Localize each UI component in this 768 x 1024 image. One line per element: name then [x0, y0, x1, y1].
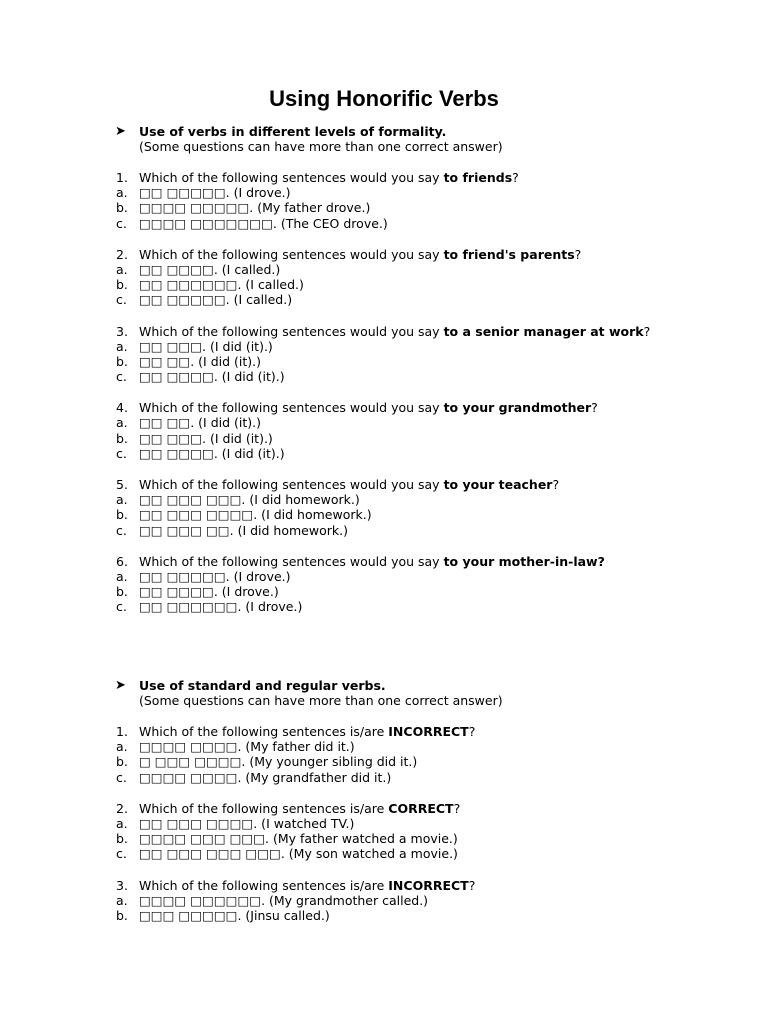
question — [0, 477, 768, 538]
answer-option: a. □□ □□□□. (I called.) — [116, 261, 281, 277]
question-text: Which of the following sentences would you say to friends? — [139, 170, 519, 185]
section-standard-regular — [0, 678, 768, 923]
answer-option: a. □□ □□. (I did (it).) — [116, 415, 261, 431]
answer-option: b. □□ □□□. (I did (it).) — [116, 430, 273, 446]
question-number: 3. — [116, 323, 128, 339]
answer-option: c. □□ □□□□□. (I called.) — [116, 292, 293, 308]
arrow-bullet-icon: ➤ — [115, 678, 126, 693]
answer-option: c. □□ □□□□□□. (I drove.) — [116, 599, 303, 615]
answer-option: b. □ □□□ □□□□. (My younger sibling did it.) — [116, 754, 418, 770]
answer-option: a. □□ □□□. (I did (it).) — [116, 338, 273, 354]
question — [0, 247, 768, 308]
question-text: Which of the following sentences is/are INCORRECT? — [139, 877, 476, 893]
section-note: (Some questions can have more than one correct answer) — [139, 693, 503, 708]
question — [0, 170, 768, 231]
question-number: 2. — [116, 246, 128, 262]
arrow-bullet-icon: ➤ — [115, 124, 126, 139]
question-number: 1. — [116, 170, 128, 185]
question — [0, 324, 768, 385]
answer-option: a. □□ □□□ □□□. (I did homework.) — [116, 492, 360, 508]
question-text: Which of the following sentences would you say to your mother-in-law? — [139, 553, 605, 569]
question — [0, 400, 768, 461]
question-number: 5. — [116, 477, 128, 492]
answer-option: a. □□ □□□□□. (I drove.) — [116, 185, 291, 201]
question-text: Which of the following sentences would you say to your grandmother? — [139, 400, 598, 416]
question — [0, 724, 768, 785]
question-text: Which of the following sentences is/are CORRECT? — [139, 800, 461, 816]
answer-option: c. □□ □□□□. (I did (it).) — [116, 445, 285, 461]
question-number: 3. — [116, 877, 128, 893]
question-number: 2. — [116, 800, 128, 816]
answer-option: a. □□□□ □□□□. (My father did it.) — [116, 739, 355, 755]
answer-option: b. □□ □□□□□□. (I called.) — [116, 277, 304, 293]
question-text: Which of the following sentences would you say to a senior manager at work? — [139, 323, 651, 339]
question — [0, 554, 768, 615]
question-text: Which of the following sentences would you say to friend's parents? — [139, 246, 582, 262]
question — [0, 878, 768, 924]
answer-option: c. □□□□ □□□□. (My grandfather did it.) — [116, 769, 392, 785]
answer-option: b. □□□□ □□□□□. (My father drove.) — [116, 200, 371, 216]
section-heading: Use of standard and regular verbs. — [139, 678, 386, 693]
section-formality — [0, 124, 768, 615]
question-text: Which of the following sentences would you say to your teacher? — [139, 477, 560, 492]
answer-option: b. □□□□ □□□ □□□. (My father watched a movie.) — [116, 831, 458, 847]
question-number: 6. — [116, 553, 128, 569]
answer-option: a. □□ □□□□□. (I drove.) — [116, 568, 291, 584]
answer-option: a. □□□□ □□□□□□. (My grandmother called.) — [116, 892, 429, 908]
answer-option: b. □□ □□□ □□□□. (I did homework.) — [116, 507, 372, 523]
answer-option: c. □□ □□□ □□□ □□□. (My son watched a movie.) — [116, 846, 458, 862]
question-text: Which of the following sentences is/are INCORRECT? — [139, 724, 476, 739]
section-heading: Use of verbs in different levels of formality. — [139, 124, 447, 139]
answer-option: b. □□ □□. (I did (it).) — [116, 353, 261, 369]
section-note: (Some questions can have more than one correct answer) — [139, 139, 503, 154]
answer-option: c. □□□□ □□□□□□□. (The CEO drove.) — [116, 215, 388, 231]
question-number: 4. — [116, 400, 128, 416]
answer-option: b. □□ □□□□. (I drove.) — [116, 584, 279, 600]
answer-option: c. □□ □□□ □□. (I did homework.) — [116, 522, 348, 538]
answer-option: b. □□□ □□□□□. (Jinsu called.) — [116, 907, 330, 923]
answer-option: c. □□ □□□□. (I did (it).) — [116, 369, 285, 385]
answer-option: a. □□ □□□ □□□□. (I watched TV.) — [116, 815, 355, 831]
question-number: 1. — [116, 724, 128, 739]
question — [0, 801, 768, 862]
page-title: Using Honorific Verbs — [269, 86, 499, 111]
